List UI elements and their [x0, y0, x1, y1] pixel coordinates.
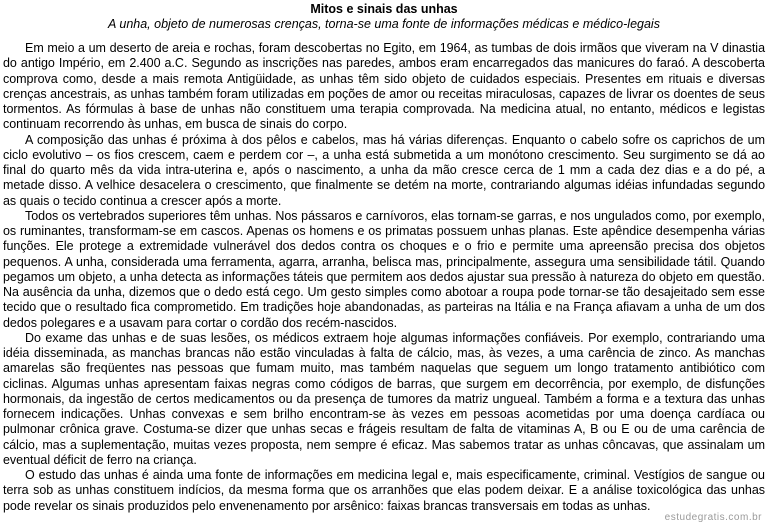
- paragraph: A composição das unhas é próxima à dos pêlos e cabelos, mas há várias diferenças. Enquanto o cabelo sofre os caprichos de um ciclo evolutivo – os fios crescem, caem e perdem cor –, a unha está submetida a um monótono crescimento. Seu surgimento se dá ao final do quarto mês da vida intra-uterina e, após o nascimento, a unha da mão cresce cerca de 1 mm a cada dez dias e a do pé, a metade disso. A velhice desacelera o crescimento, que finalmente se detém na morte, contrariando algumas idéias infundadas segundo as quais o tecido continua a crescer após a morte.: [3, 132, 765, 208]
- site-watermark: estudegratis.com.br: [664, 512, 762, 523]
- article-subtitle: A unha, objeto de numerosas crenças, torna-se uma fonte de informações médicas e médico-legais: [108, 17, 660, 31]
- article-title: Mitos e sinais das unhas: [310, 2, 458, 16]
- paragraph: Do exame das unhas e de suas lesões, os médicos extraem hoje algumas informações confiáveis. Por exemplo, contrariando uma idéia disseminada, as manchas brancas não estão vinculadas à falta de cálcio, mas, às vezes, a uma carência de zinco. As manchas amarelas são freqüentes nas pessoas que fumam muito, mas também naquelas que seguem um longo tratamento antibiótico com ciclinas. Algumas unhas apresentam faixas negras como códigos de barras, que surgem em decorrência, por exemplo, de disfunções hormonais, da ingestão de certos medicamentos ou da presença de tumores da matriz ungueal. Também a forma e a textura das unhas fornecem indicações. Unhas convexas e sem brilho encontram-se às vezes em pessoas acometidas por uma doença cardíaca ou pulmonar crônica grave. Costuma-se dizer que unhas secas e frágeis resultam de falta de vitaminas A, B ou E ou de uma carência de cálcio, mas a suplementação, muitas vezes proposta, nem sempre é eficaz. Mas sabemos tratar as unhas côncavas, que assinalam um eventual déficit de ferro na criança.: [3, 330, 765, 467]
- paragraph: O estudo das unhas é ainda uma fonte de informações em medicina legal e, mais especificamente, criminal. Vestígios de sangue ou terra sob as unhas constituem indícios, da mesma forma que os arranhões que elas podem deixar. E a análise toxicológica das unhas pode revelar os sinais produzidos pelo envenenamento por arsênico: faixas brancas transversais em todas as unhas.: [3, 468, 765, 513]
- document-page: [3, 2, 765, 514]
- paragraph: Em meio a um deserto de areia e rochas, foram descobertas no Egito, em 1964, as tumbas de dois irmãos que viveram na V dinastia do antigo Império, em 2.400 a.C. Segundo as inscrições nas paredes, ambos eram encarregados das manicures do faraó. A descoberta comprova como, desde a mais remota Antigüidade, as unhas têm sido objeto de cuidados especiais. Presentes em rituais e diversas crenças ancestrais, as unhas também foram utilizadas em poções de amor ou receitas miraculosas, capazes de livrar os doentes de seus tormentos. As fórmulas à base de unhas não constituem uma terapia comprovada. Na medicina atual, no entanto, médicos e legistas continuam recorrendo às unhas, em busca de sinais do corpo.: [3, 41, 765, 132]
- article-body: [3, 41, 765, 514]
- paragraph: Todos os vertebrados superiores têm unhas. Nos pássaros e carnívoros, elas tornam-se garras, e nos ungulados como, por exemplo, os ruminantes, transformam-se em cascos. Apenas os homens e os primatas possuem unhas planas. Este apêndice desempenha várias funções. Ele protege a extremidade vulnerável dos dedos contra os choques e o frio e permite uma apreensão precisa dos objetos pequenos. A unha, considerada uma ferramenta, agarra, arranha, belisca mas, principalmente, assegura uma sensibilidade tátil. Quando pegamos um objeto, a unha detecta as informações táteis que permitem aos dedos ajustar sua pressão à natureza do objeto em questão. Na ausência da unha, dizemos que o dedo está cego. Um gesto simples como abotoar a roupa pode tornar-se tão desajeitado sem esse tecido que o resultado fica comprometido. Em tradições hoje abandonadas, as parteiras na Itália e na França afiavam a unha de um dos dedos polegares e a usavam para cortar o cordão dos recém-nascidos.: [3, 208, 765, 330]
